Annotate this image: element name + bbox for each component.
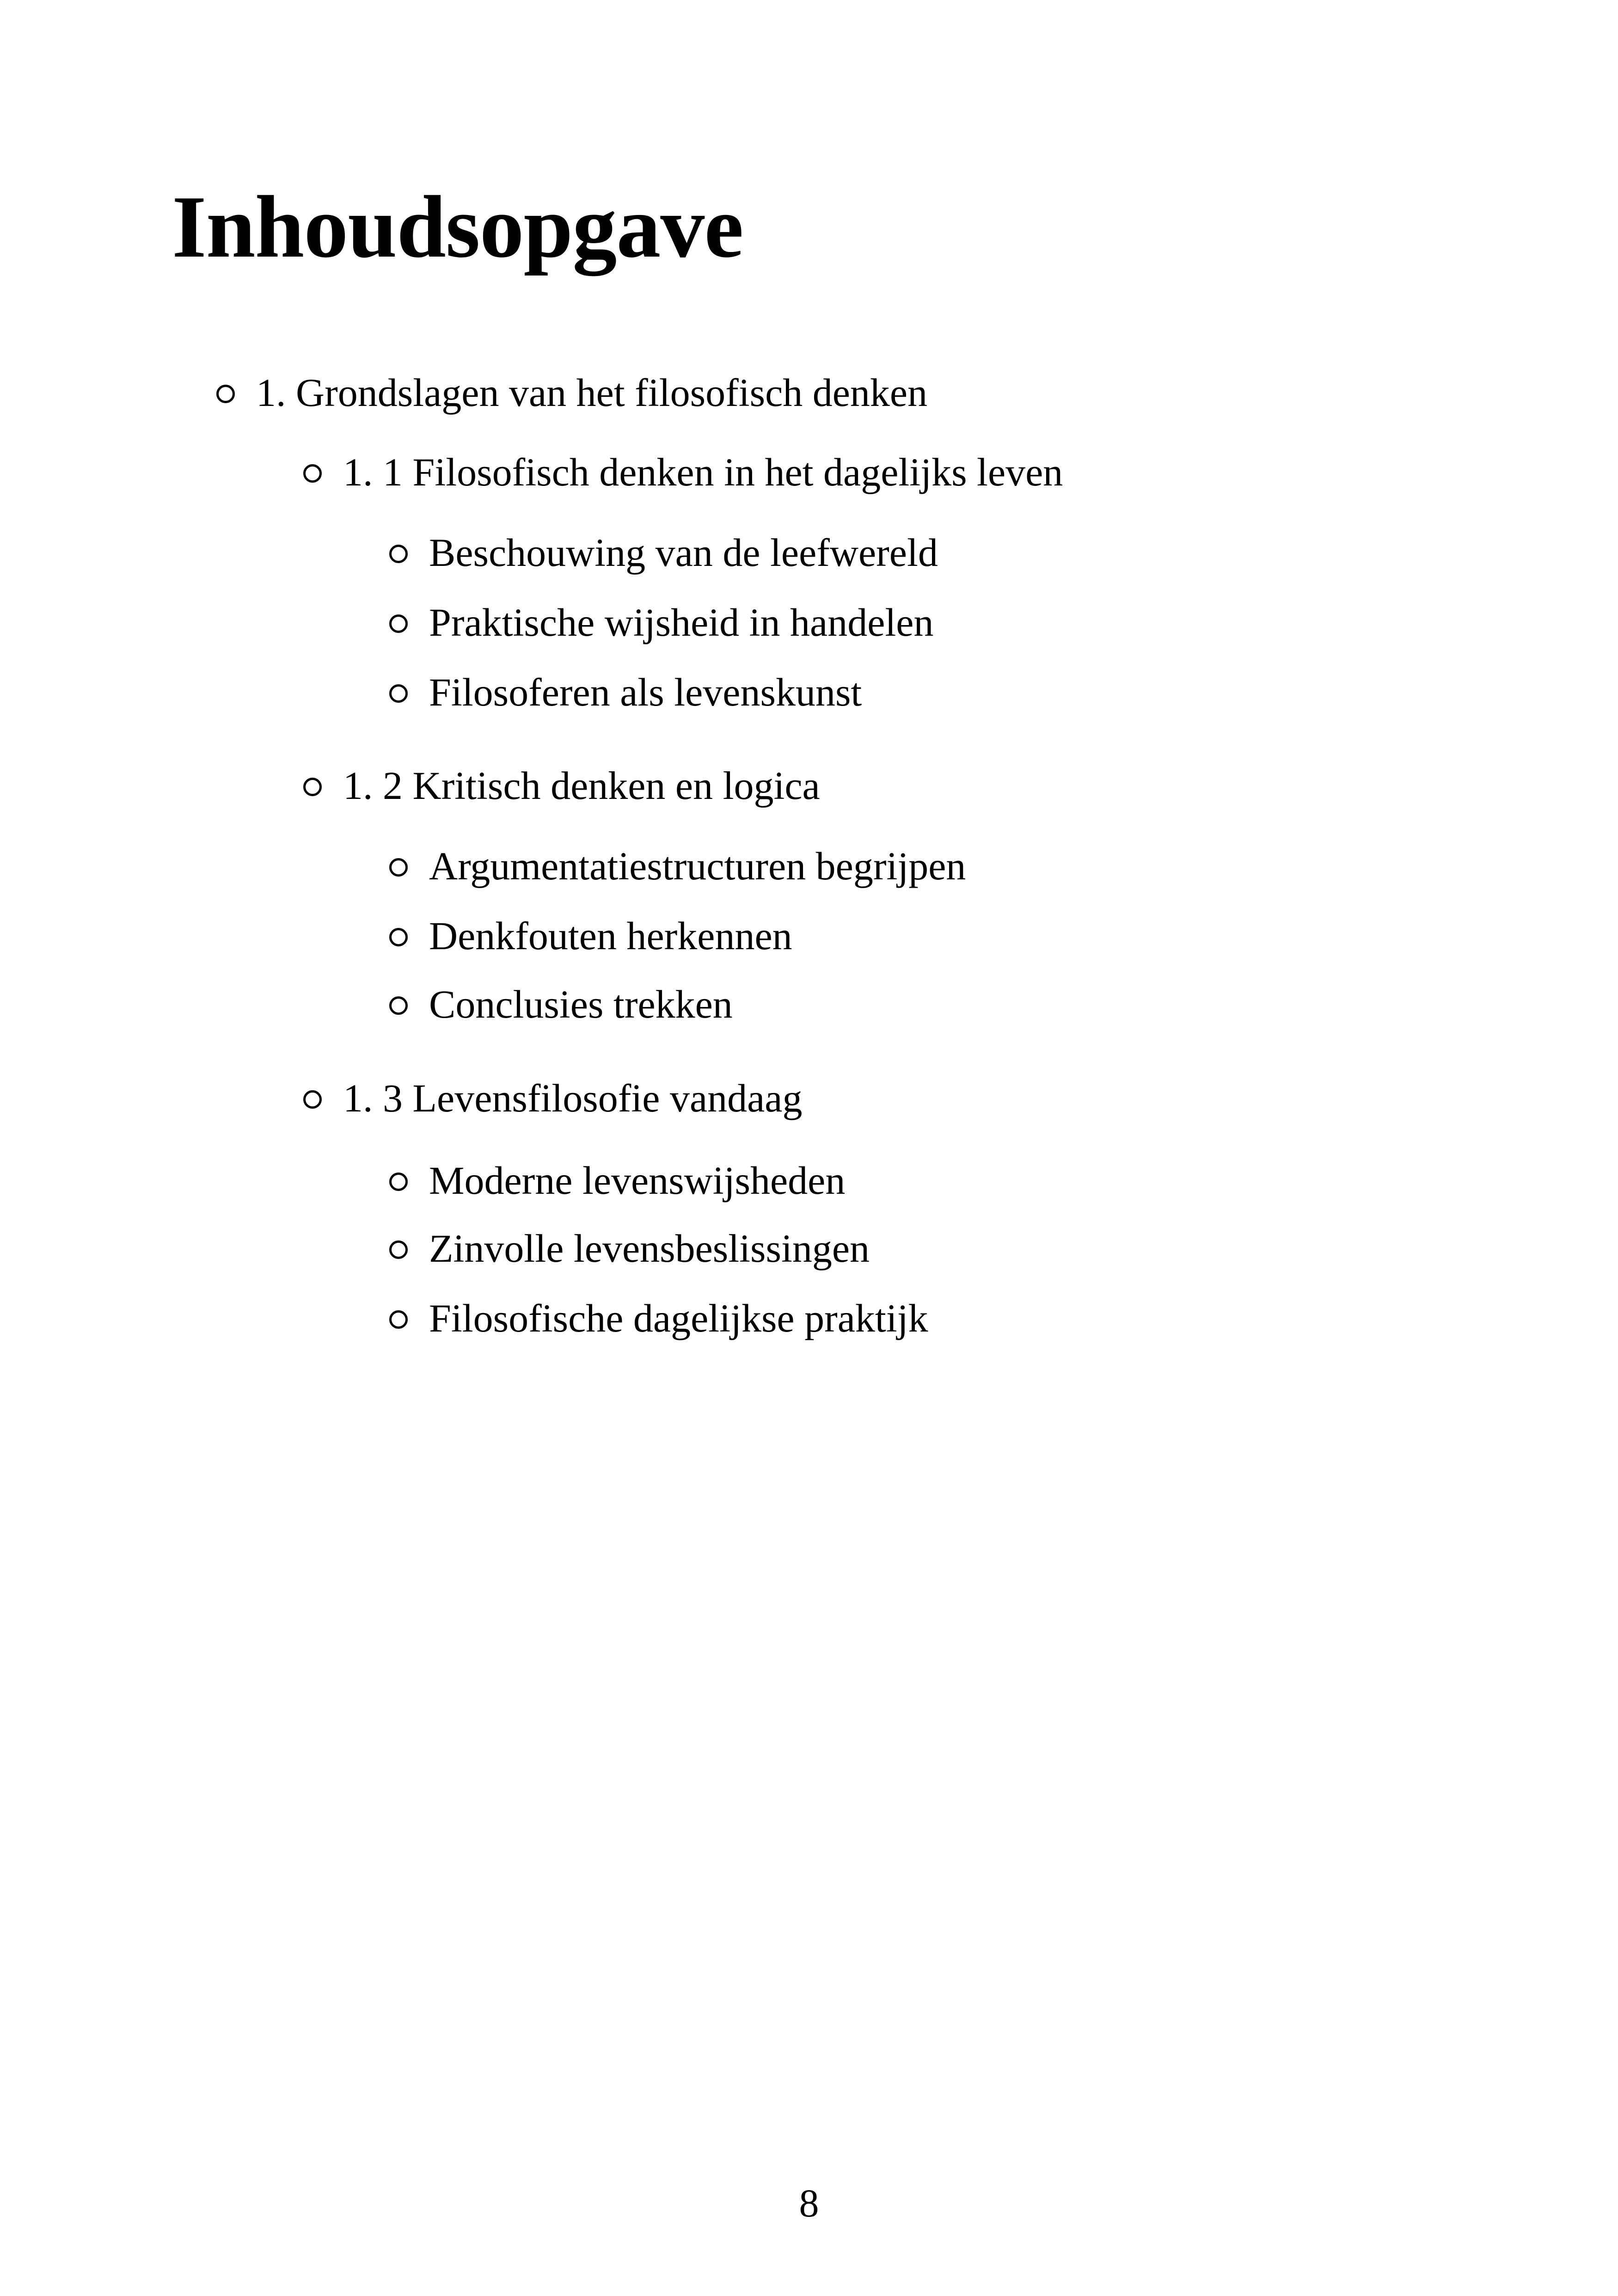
toc-item[interactable] [389,672,862,712]
toc-item-label: Zinvolle levensbeslissingen [429,1226,870,1271]
toc-section-label: 1. 3 Levensfilosofie vandaag [343,1076,803,1120]
toc-item[interactable] [389,530,938,575]
circle-bullet-icon [389,996,408,1015]
toc-item-label: Filosoferen als levenskunst [429,670,862,714]
circle-bullet-icon [303,1090,322,1109]
circle-bullet-icon [303,778,322,796]
toc-chapter-1[interactable] [216,370,928,415]
toc-item[interactable] [389,1158,846,1203]
toc-item[interactable] [389,600,934,645]
page-number: 8 [799,2181,819,2225]
toc-item-label: Denkfouten herkennen [429,914,792,958]
circle-bullet-icon [389,858,408,877]
circle-bullet-icon [389,545,408,563]
toc-item-label: Argumentatiestructuren begrijpen [429,844,966,888]
toc-item-label: Beschouwing van de leefwereld [429,530,938,575]
circle-bullet-icon [216,385,235,403]
toc-item-label: Praktische wijsheid in handelen [429,600,934,645]
page-title: Inhoudsopgave [172,178,743,276]
circle-bullet-icon [389,928,408,946]
toc-item[interactable] [389,1226,870,1271]
toc-item[interactable] [389,1298,928,1338]
toc-item[interactable] [389,984,733,1024]
toc-item-label: Filosofische dagelijkse praktijk [429,1296,928,1340]
toc-item[interactable] [389,916,792,956]
circle-bullet-icon [389,1173,408,1191]
toc-section-label: 1. 1 Filosofisch denken in het dagelijks leven [343,450,1063,494]
circle-bullet-icon [389,614,408,633]
circle-bullet-icon [303,464,322,483]
toc-section-label: 1. 2 Kritisch denken en logica [343,763,820,808]
circle-bullet-icon [389,1240,408,1259]
toc-section-1-1[interactable] [303,452,1063,492]
toc-item[interactable] [389,846,966,886]
circle-bullet-icon [389,1310,408,1329]
toc-item-label: Moderne levenswijsheden [429,1158,846,1203]
toc-chapter-label: 1. Grondslagen van het filosofisch denken [256,370,928,415]
toc-item-label: Conclusies trekken [429,982,733,1026]
toc-section-1-2[interactable] [303,763,820,808]
toc-section-1-3[interactable] [303,1078,802,1118]
circle-bullet-icon [389,684,408,703]
